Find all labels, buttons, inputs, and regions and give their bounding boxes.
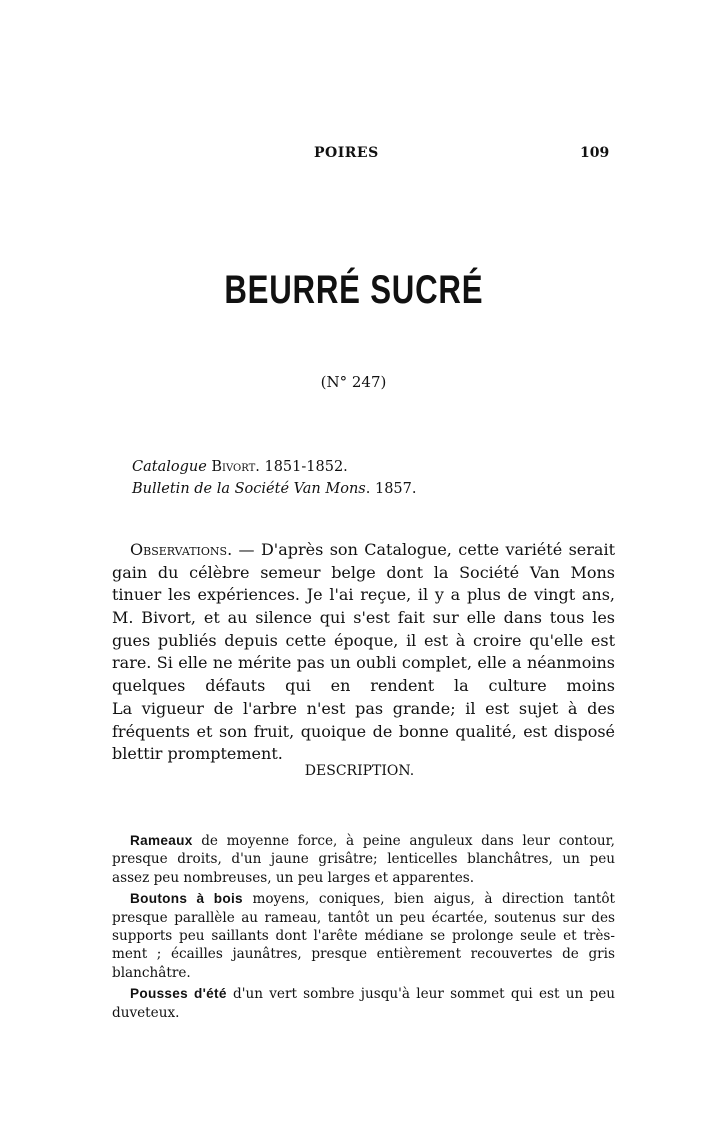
text-line: presque parallèle au rameau, tantôt un peu écartée, soutenus sur des	[112, 909, 615, 926]
description-section	[112, 832, 615, 1022]
text-line	[112, 539, 615, 562]
term-boutons: Boutons à bois	[130, 891, 243, 907]
citation-author: Bivort	[211, 459, 256, 475]
text-line: duveteux.	[112, 1004, 180, 1021]
text-line: supports peu saillants dont l'arête médiane se prolonge seule et très-	[112, 927, 615, 944]
text-line-content: d'un vert sombre jusqu'à leur sommet qui est un peu	[226, 986, 615, 1003]
citation-date: . 1851-1852.	[255, 459, 348, 475]
citation-title: Bulletin de la Société Van Mons	[132, 481, 366, 497]
text-line: ment ; écailles jaunâtres, presque entièrement recouvertes de gris	[112, 946, 615, 963]
text-line: tinuer les expériences. Je l'ai reçue, il y a plus de vingt ans,	[112, 585, 615, 605]
text-line	[112, 890, 615, 908]
observations-label: Observations	[130, 540, 228, 559]
running-head: POIRES	[314, 145, 379, 161]
text-line: gain du célèbre semeur belge dont la Société Van Mons	[112, 562, 615, 582]
text-line: quelques défauts qui en rendent la culture moins	[112, 676, 615, 696]
citation-title: Catalogue	[132, 459, 207, 475]
text-line: rare. Si elle ne mérite pas un oubli complet, elle a néanmoins	[112, 653, 615, 673]
text-line: fréquents et son fruit, quoique de bonne qualité, est disposé	[112, 721, 615, 741]
term-rameaux: Rameaux	[130, 833, 193, 848]
page-number: 109	[580, 145, 610, 161]
description-heading: DESCRIPTION.	[304, 763, 415, 779]
citation	[132, 481, 416, 497]
term-pousses: Pousses d'été	[130, 986, 227, 1002]
text-line: La vigueur de l'arbre n'est pas grande; il est sujet à des	[112, 698, 615, 718]
text-line-content: de moyenne force, à peine anguleux dans leur contour,	[192, 833, 615, 849]
text-line	[112, 985, 615, 1003]
text-line: M. Bivort, et au silence qui s'est fait sur elle dans tous les	[112, 608, 615, 628]
citation	[132, 459, 348, 475]
text-line: presque droits, d'un jaune grisâtre; lenticelles blanchâtres, un peu	[112, 851, 615, 868]
citation-date: . 1857.	[365, 481, 417, 497]
text-line: blettir promptement.	[112, 744, 283, 764]
text-line-content: . — D'après son Catalogue, cette variété serait	[227, 540, 615, 559]
text-line-content: moyens, coniques, bien aigus, à direction tantôt	[242, 891, 615, 908]
variety-number: (N° 247)	[320, 373, 387, 391]
text-line	[112, 832, 615, 850]
observations-paragraph	[112, 539, 615, 766]
page-title: BEURRÉ SUCRÉ	[224, 268, 484, 312]
text-line: assez peu nombreuses, un peu larges et apparentes.	[112, 869, 475, 886]
text-line: blanchâtre.	[112, 964, 191, 981]
text-line: gues publiés depuis cette époque, il est à croire qu'elle est	[112, 630, 615, 650]
